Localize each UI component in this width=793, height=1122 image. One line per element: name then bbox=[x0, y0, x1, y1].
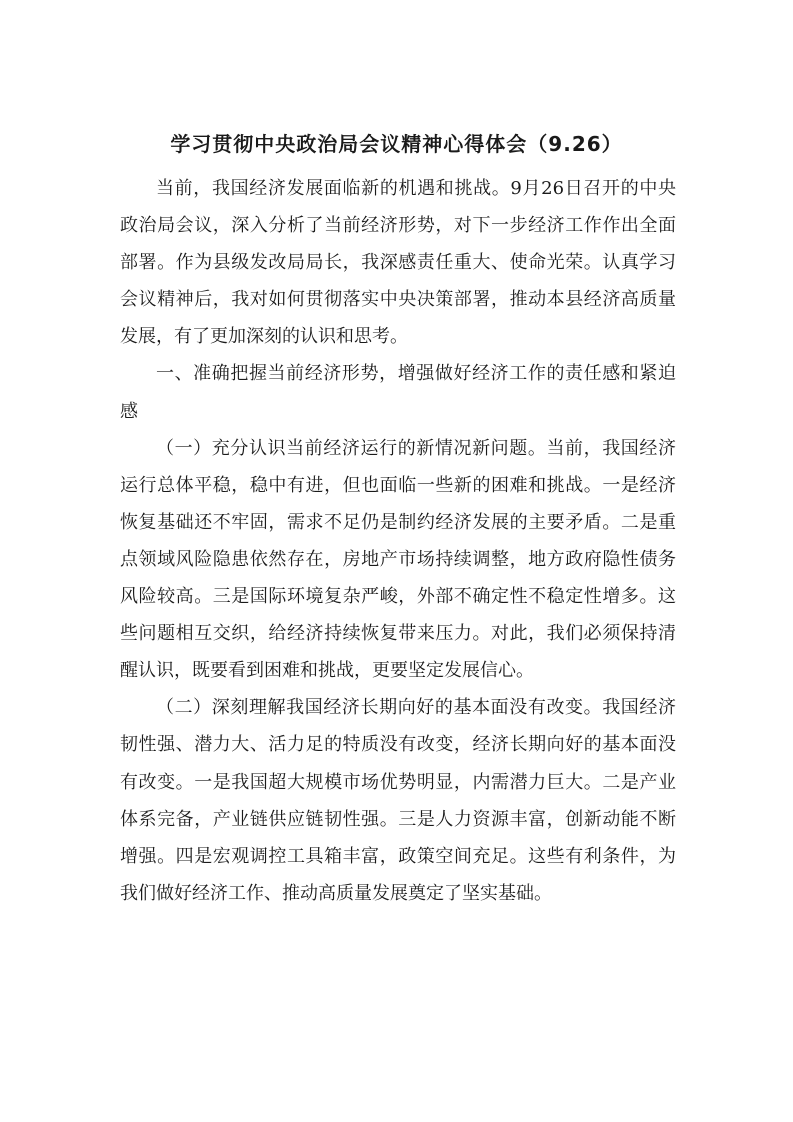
subsection-paragraph-2: （二）深刻理解我国经济长期向好的基本面没有改变。我国经济韧性强、潜力大、活力足的特质没有改变，经济长期向好的基本面没有改变。一是我国超大规模市场优势明显，内需潜力巨大。二是产业体系完备，产业链供应链韧性强。三是人力资源丰富，创新动能不断增强。四是宏观调控工具箱丰富，政策空间充足。这些有利条件，为我们做好经济工作、推动高质量发展奠定了坚实基础。 bbox=[120, 697, 676, 904]
section-heading: 一、准确把握当前经济形势，增强做好经济工作的责任感和紧迫感 bbox=[120, 363, 676, 422]
subsection-paragraph-1: （一）充分认识当前经济运行的新情况新问题。当前，我国经济运行总体平稳，稳中有进，但也面临一些新的困难和挑战。一是经济恢复基础还不牢固，需求不足仍是制约经济发展的主要矛盾。二是重点领域风险隐患依然存在，房地产市场持续调整，地方政府隐性债务风险较高。三是国际环境复杂严峻，外部不确定性不稳定性增多。这些问题相互交织，给经济持续恢复带来压力。对此，我们必须保持清醒认识，既要看到困难和挑战，更要坚定发展信心。 bbox=[120, 437, 676, 682]
intro-paragraph: 当前，我国经济发展面临新的机遇和挑战。9月26日召开的中央政治局会议，深入分析了当前经济形势，对下一步经济工作作出全面部署。作为县级发改局局长，我深感责任重大、使命光荣。认真学习会议精神后，我对如何贯彻落实中央决策部署，推动本县经济高质量发展，有了更加深刻的认识和思考。 bbox=[120, 178, 676, 348]
document-title: 学习贯彻中央政治局会议精神心得体会（9.26） bbox=[170, 132, 623, 156]
document-body bbox=[120, 170, 676, 912]
